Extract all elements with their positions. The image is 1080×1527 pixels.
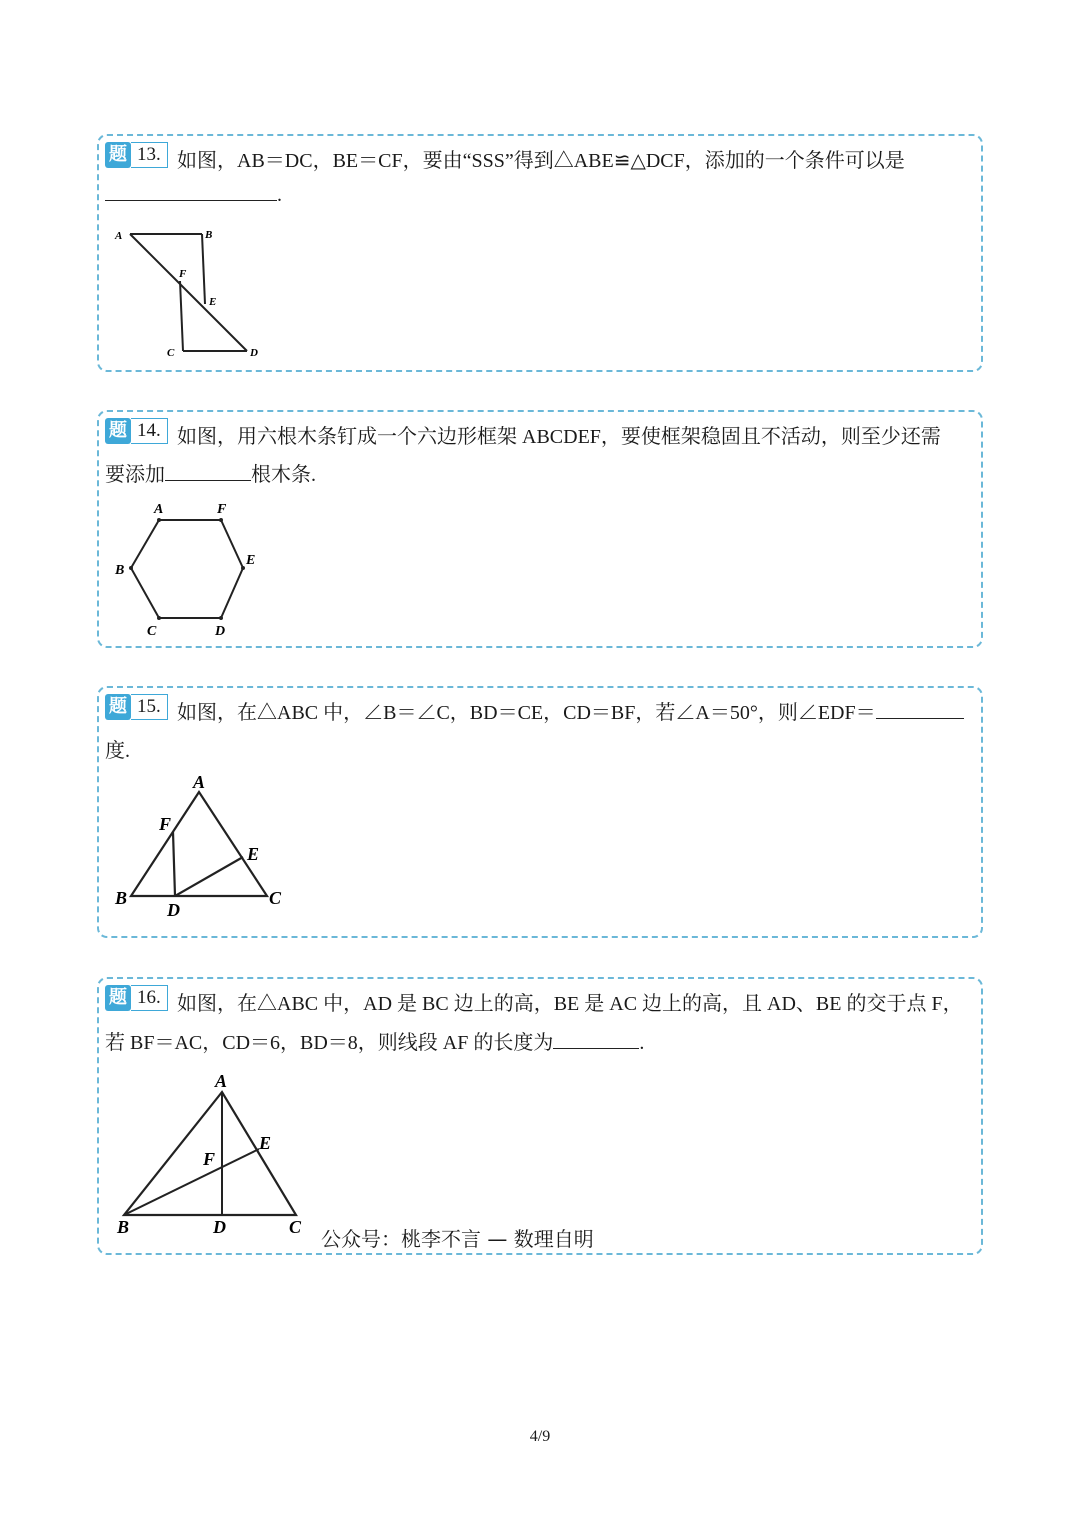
question-15-line2: 度. <box>105 740 130 762</box>
question-16-text: 如图，在△ABC 中，AD 是 BC 边上的高，BE 是 AC 边上的高，且 AD、BE 的交于点 F， <box>177 993 963 1015</box>
label-B: B <box>115 563 125 578</box>
question-16-line2 <box>105 1026 644 1055</box>
label-B: B <box>205 229 213 241</box>
question-13-text: 如图，AB＝DC，BE＝CF，要由“SSS”得到△ABE≌△DCF，添加的一个条件可以是 <box>177 150 905 172</box>
question-tag: 题 <box>105 985 131 1011</box>
answer-blank[interactable] <box>165 479 251 481</box>
label-C: C <box>167 347 175 359</box>
question-number: 16. <box>131 985 168 1011</box>
question-14-text: 如图，用六根木条钉成一个六边形框架 ABCDEF，要使框架稳固且不活动，则至少还需 <box>177 426 941 448</box>
page-number: 4/9 <box>529 1428 551 1445</box>
question-14-header <box>105 418 168 444</box>
label-D: D <box>250 347 258 359</box>
question-13-box <box>97 134 983 372</box>
suffix: . <box>277 184 282 206</box>
label-E: E <box>259 1133 272 1153</box>
label-F: F <box>203 1149 216 1169</box>
figure-13 <box>109 224 269 364</box>
question-tag: 题 <box>105 694 131 720</box>
question-14-box <box>97 410 983 648</box>
question-14-answer-line <box>105 458 316 487</box>
question-13-header <box>105 142 168 168</box>
label-A: A <box>115 230 123 242</box>
answer-blank[interactable] <box>105 199 277 201</box>
label-C: C <box>147 624 157 639</box>
question-16-stem: 若 BF＝AC，CD＝6，BD＝8，则线段 AF 的长度为 <box>105 1032 554 1054</box>
label-F: F <box>217 502 227 517</box>
question-15-stem: 如图，在△ABC 中，∠B＝∠C，BD＝CE，CD＝BF，若∠A＝50°，则∠EDF＝ <box>177 702 876 724</box>
label-F: F <box>179 268 187 280</box>
question-16-header <box>105 985 168 1011</box>
question-tag: 题 <box>105 418 131 444</box>
label-A: A <box>215 1071 228 1091</box>
label-A: A <box>154 502 164 517</box>
label-B: B <box>115 888 128 908</box>
question-16-box <box>97 977 983 1255</box>
answer-blank[interactable] <box>876 717 964 719</box>
figure-15 <box>109 774 299 924</box>
question-15-header <box>105 694 168 720</box>
label-D: D <box>215 624 226 639</box>
label-E: E <box>246 553 256 568</box>
label-C: C <box>269 888 282 908</box>
figure-14 <box>109 498 279 643</box>
suffix: 根木条. <box>251 464 316 486</box>
label-E: E <box>209 296 217 308</box>
question-tag: 题 <box>105 142 131 168</box>
label-B: B <box>117 1217 130 1237</box>
watermark-text: 公众号：桃李不言 — 数理自明 <box>321 1227 594 1251</box>
question-15-text <box>177 696 964 725</box>
question-number: 13. <box>131 142 168 168</box>
label-A: A <box>193 774 206 792</box>
label-D: D <box>213 1217 226 1237</box>
figure-16 <box>109 1067 329 1237</box>
suffix: . <box>639 1032 645 1054</box>
prefix: 要添加 <box>105 464 165 486</box>
label-C: C <box>289 1217 302 1237</box>
answer-blank[interactable] <box>553 1047 639 1049</box>
question-number: 15. <box>131 694 168 720</box>
question-15-box <box>97 686 983 938</box>
question-13-answer-line <box>105 184 282 207</box>
label-E: E <box>247 844 260 864</box>
label-D: D <box>167 900 180 920</box>
label-F: F <box>159 814 172 834</box>
question-number: 14. <box>131 418 168 444</box>
